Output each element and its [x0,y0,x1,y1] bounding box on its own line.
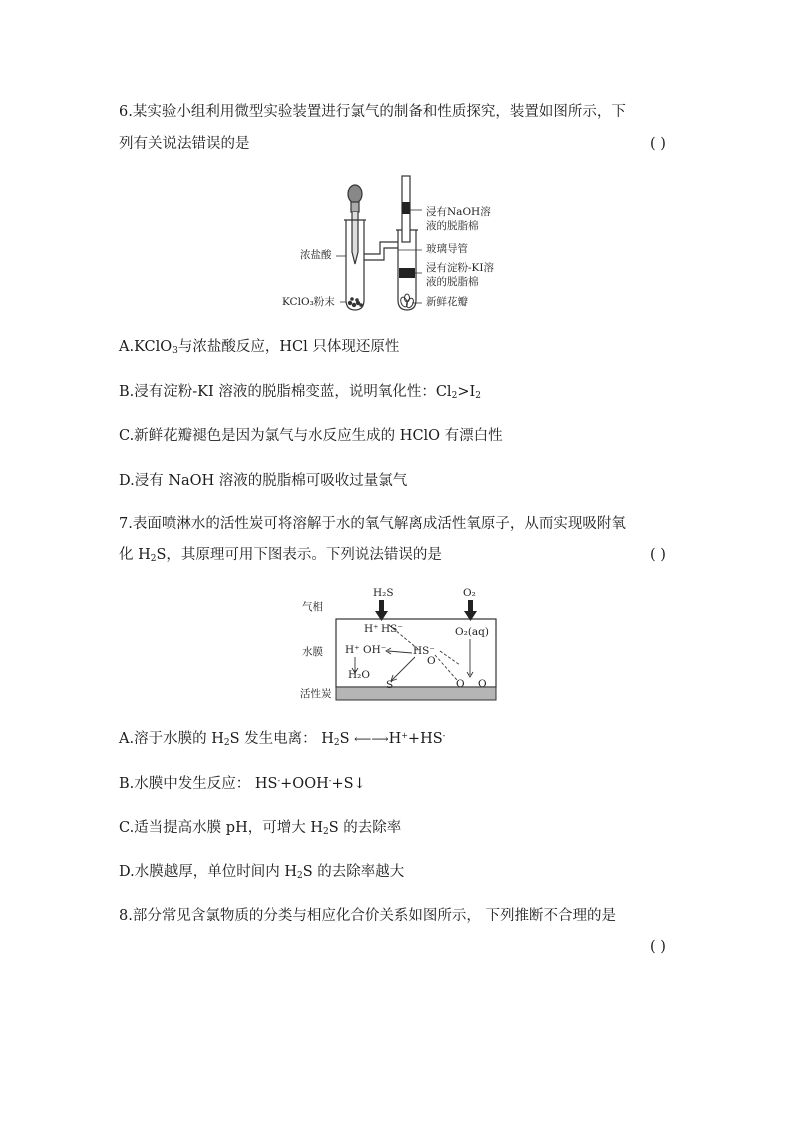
q6-option-a: A.KClO$_3$与浓盐酸反应，HCl 只体现还原性 [119,339,400,356]
q7-option-c: C.适当提高水膜 pH，可增大 $H_2S$ 的去除率 [119,820,402,837]
q7-stem-line2: 化 $H_2S$，其原理可用下图表示。下列说法错误的是 [119,547,442,564]
label-h2o: H₂O [348,669,370,681]
label-hs-minus-top: HS⁻ [381,623,403,635]
label-conc-hcl: 浓盐酸 [300,249,332,261]
mechanism-drawing [300,585,500,705]
q6-option-b: B.浸有淀粉-KI 溶液的脱脂棉变蓝，说明氧化性：$Cl_2>I_2$ [119,384,481,401]
label-kclo3: KClO₃粉末 [282,296,335,308]
q7-option-d: D.水膜越厚，单位时间内 $H_2S$ 的去除率越大 [119,864,405,881]
label-glass-tube: 玻璃导管 [426,243,468,255]
q6-answer-paren: ( ) [650,136,666,152]
kclo3-powder [348,297,363,307]
q6-option-c: C.新鲜花瓣褪色是因为氯气与水反应生成的 HClO 有漂白性 [119,428,503,444]
equilibrium-arrow: ⟵⟶ [354,732,389,746]
label-o-left: O [456,678,465,690]
label-activated-carbon: 活性炭 [300,688,332,700]
label-h2s-gas: H₂S [373,587,394,599]
q6-stem-line2: 列有关说法错误的是 [119,136,250,152]
label-hs-minus-mid: HS⁻ [413,645,435,657]
q8-stem-line1: 8.部分常见含氯物质的分类与相应化合价关系如图所示， 下列推断不合理的是 [119,908,616,924]
label-h-plus-top: H⁺ [364,623,379,635]
label-s: S [386,679,394,691]
label-starch-ki-line1: 浸有淀粉-KI溶 [426,262,495,274]
q6-option-d: D.浸有 NaOH 溶液的脱脂棉可吸收过量氯气 [119,473,408,489]
q6-stem-line1: 6.某实验小组利用微型实验装置进行氯气的制备和性质探究，装置如图所示，下 [119,104,626,120]
label-o2-gas: O₂ [463,587,476,599]
label-oh-minus: OH⁻ [363,644,387,656]
q7-mechanism-figure [300,585,500,705]
naoh-cotton [402,202,410,214]
label-o2-aq: O₂(aq) [455,626,489,638]
q7-answer-paren: ( ) [650,547,666,563]
label-o-bound: O [427,655,436,667]
flower-petals [399,294,414,309]
label-o-right: O [478,678,487,690]
label-gas-phase: 气相 [302,601,323,613]
q7-option-b: B.水膜中发生反应： HS-+OOH-+S↓ [119,776,366,792]
label-starch-ki-line2: 液的脱脂棉 [426,276,479,288]
label-h-plus-mid: H⁺ [345,644,360,656]
label-naoh-line1: 浸有NaOH溶 [426,206,491,218]
q7-stem-line1: 7.表面喷淋水的活性炭可将溶解于水的氧气解离成活性氧原子，从而实现吸附氧 [119,516,626,532]
label-naoh-line2: 液的脱脂棉 [426,220,479,232]
q8-answer-paren: ( ) [650,939,666,955]
q6-apparatus-figure [280,172,520,318]
starch-ki-cotton [399,268,415,278]
label-flower: 新鲜花瓣 [426,296,468,308]
q7-option-a: A.溶于水膜的 $H_2S$ 发生电离： $H_2S$ ⟵⟶H++HS- [119,731,446,748]
label-water-film: 水膜 [302,646,323,658]
